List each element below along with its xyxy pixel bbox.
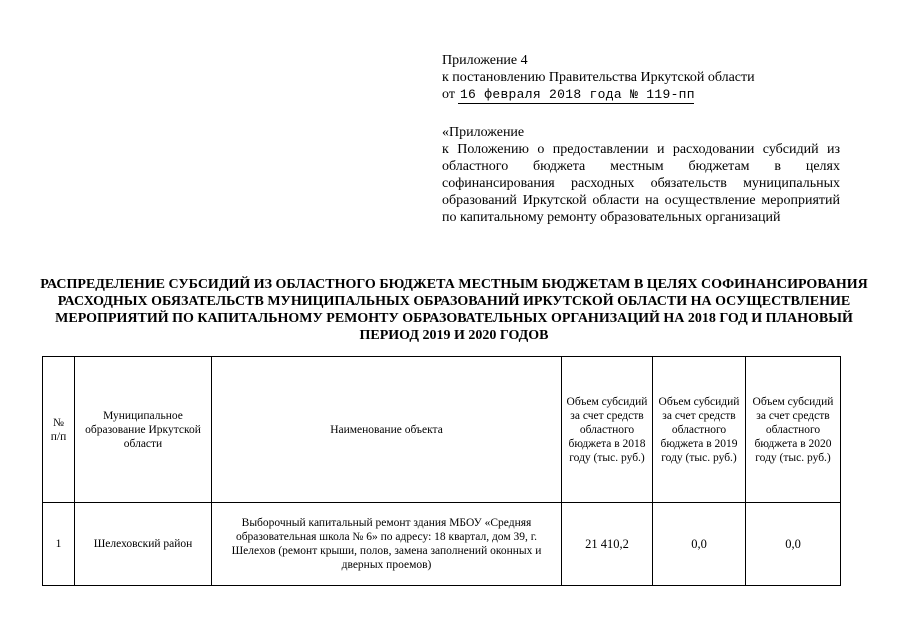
header-municipality: Муниципальное образование Иркутской области: [75, 357, 212, 503]
cell-municipality: Шелеховский район: [75, 503, 212, 586]
cell-num: 1: [43, 503, 75, 586]
regulation-body: к Положению о предоставлении и расходовании субсидий из областного бюджета местным бюджетам в целях софинансирования расходных обязательств муниципальных образований Иркутской области на осуществление мероприятий по капитальному ремонту образовательных организаций: [442, 142, 840, 225]
date-prefix: от: [442, 87, 455, 102]
header-2018: Объем субсидий за счет средств областного бюджета в 2018 году (тыс. руб.): [562, 357, 653, 503]
header-object: Наименование объекта: [212, 357, 562, 503]
cell-object: Выборочный капитальный ремонт здания МБОУ «Средняя образовательная школа № 6» по адресу: 18 квартал, дом 39, г. Шелехов (ремонт крыши, полов, замена заполнений оконных и дверных проемов): [212, 503, 562, 586]
appendix-title: Приложение 4: [442, 53, 528, 68]
table-header-row: [43, 357, 841, 503]
resolution-date: 16 февраля 2018 года № 119-пп: [459, 87, 695, 102]
appendix-block: [442, 52, 842, 104]
table-row: [43, 503, 841, 586]
cell-2018: 21 410,2: [562, 503, 653, 586]
document-heading: РАСПРЕДЕЛЕНИЕ СУБСИДИЙ ИЗ ОБЛАСТНОГО БЮДЖЕТА МЕСТНЫМ БЮДЖЕТАМ В ЦЕЛЯХ СОФИНАНСИРОВАНИЯ РАСХОДНЫХ ОБЯЗАТЕЛЬСТВ МУНИЦИПАЛЬНЫХ ОБРАЗОВАНИЙ ИРКУТСКОЙ ОБЛАСТИ НА ОСУЩЕСТВЛЕНИЕ МЕРОПРИЯТИЙ ПО КАПИТАЛЬНОМУ РЕМОНТУ ОБРАЗОВАТЕЛЬНЫХ ОРГАНИЗАЦИЙ НА 2018 ГОД И ПЛАНОВЫЙ ПЕРИОД 2019 И 2020 ГОДОВ: [40, 277, 868, 343]
subsidy-table: [42, 356, 841, 586]
appendix-date-line: [442, 86, 842, 104]
regulation-title: «Приложение: [442, 125, 525, 140]
cell-2020: 0,0: [746, 503, 841, 586]
header-2020: Объем субсидий за счет средств областного бюджета в 2020 году (тыс. руб.): [746, 357, 841, 503]
appendix-resolution: к постановлению Правительства Иркутской области: [442, 70, 755, 85]
header-num: № п/п: [43, 357, 75, 503]
cell-2019: 0,0: [653, 503, 746, 586]
regulation-reference: [442, 124, 840, 226]
header-2019: Объем субсидий за счет средств областного бюджета в 2019 году (тыс. руб.): [653, 357, 746, 503]
